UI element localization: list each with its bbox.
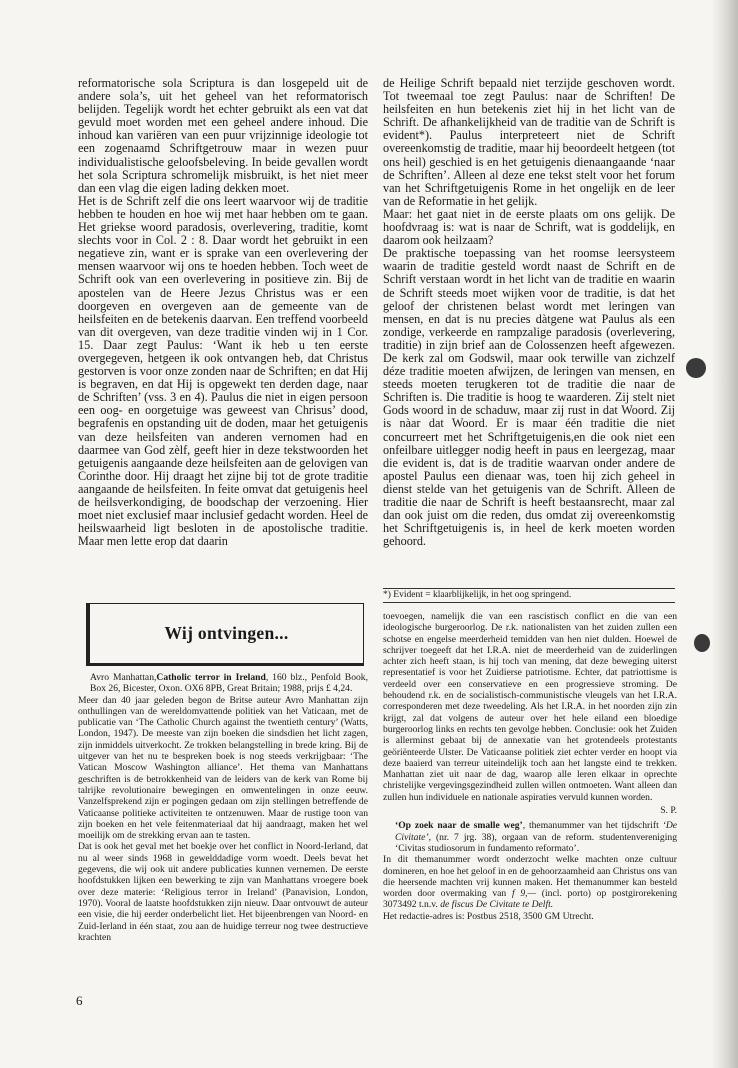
review-signature: S. P. (660, 805, 677, 817)
notice-journal: ‘De Civitate’ (395, 820, 678, 843)
notice-heading: ‘Op zoek naar de smalle weg’, themanummer van het tijdschrift ‘De Civitate’, (nr. 7 jrg. 38), orgaan van de reform. studentenvereniging ‘Civitas studiosorum in fundamento reformato’. (395, 820, 678, 854)
notice-price: f 9,— (511, 888, 537, 900)
review-paragraph: toevoegen, namelijk die van een rascistisch conflict en die van een ideologische burgeroorlog. De r.k. nationalisten van het zuiden zullen een schotse en engelse meerderheid temidden van hen niet dulden. Hoewel de schrijver toegeeft dat het I.R.A. niet de meerderheid van de zuiderlingen achter zich heeft staan, is hij toch van mening, dat deze beweging uiterst representatief is voor het Zuidierse patriotisme. Echter, dat patriottisme is verdeeld over een conservatieve en een progressieve stroming. De behoudend r.k. en de socialistisch-communistische vleugels van het I.R.A. corresponderen met deze tweedeling. Als het I.R.A. in het noorden zijn zin krijgt, zal dat volgens de auteur over het hele eiland een bloedige burgeroorlog links en rechts ten gevolge hebben. Conclusie: ook het Zuiden is allerminst gebaat bij de annexatie van het grotendeels protestants geöriënteerde Ulster. De Vaticaanse politiek ziet echter verder en hoopt via deze baaierd van terreur uiteindelijk toch aan het langste eind te trekken. Manhattan ziet uit naar de dag, waarop alle leren elkaar in oprechte christelijke vergevingsgezindheid zullen willen ontmoeten. Want alleen dan zullen hun individuele en nationale aspiraties vervuld kunnen worden. (383, 611, 677, 803)
review-right-column (383, 611, 677, 922)
notice-title: ‘Op zoek naar de smalle weg’ (395, 820, 523, 832)
notice-body: In dit themanummer wordt onderzocht welke machten onze cultuur domineren, en hoe het geloof in en de gehoorzaamheid aan Christus ons van die heersende machten vrij kunnen maken. Het themanummer kan besteld worden door overmaking van f 9,— (incl. porto) op postgirorekening 3073492 t.n.v. de fiscus De Civitate te Delft. (383, 854, 677, 911)
article-left-column (78, 77, 368, 548)
page-edge-shadow (712, 0, 738, 1068)
page-number: 6 (76, 993, 83, 1008)
section-title: Wij ontvingen... (164, 623, 289, 643)
punch-hole-icon (694, 634, 710, 652)
section-title-box (86, 603, 364, 666)
citation-title: Catholic terror in Ireland (156, 672, 266, 683)
article-paragraph: de Heilige Schrift bepaald niet terzijde geschoven wordt. Tot tweemaal toe zegt Paulus: naar de Schriften! De heilsfeiten en hun betekenis ziet hij in het licht van de Schrift. De afhankelijkheid van de traditie van de Schrift is evident*). Paulus interpreteert niet de Schrift overeenkomstig de traditie, maar hij beoordeelt hetgeen (tot ons heil) geschied is en het getuigenis dienaangaande ‘naar de Schriften’. Alleen al deze ene tekst stelt voor het forum van het Schriftgetuigenis Rome in het ongelijk en de leer van de Reformatie in het gelijk. (383, 76, 675, 208)
book-citation (78, 672, 368, 695)
article-paragraph: Maar: het gaat niet in de eerste plaats om ons gelijk. De hoofdvraag is: wat is naar de Schrift, wat is goddelijk, en daarom ook heilzaam? (383, 206, 675, 248)
article-right-column (383, 77, 675, 548)
review-left-column (78, 672, 368, 943)
article-paragraph: reformatorische sola Scriptura is dan losgepeld uit de andere sola’s, uit het geheel van het reformatorisch belijden. Tegelijk wordt het echter gebruikt als een vat dat gevuld moet worden met een geheel andere inhoud. Die inhoud kan variëren van een puur vrijzinnige ideologie tot een zogenaamd Schriftgetrouw maar in wezen puur individualistische geloofsbeleving. In beide gevallen wordt het sola Scriptura schromelijk misbruikt, is het niet meer dan een vlag die eigen lading dekken moet. (78, 76, 368, 195)
article-paragraph: De praktische toepassing van het roomse leersysteem waarin de traditie gesteld wordt naast de Schrift en de Schrift verstaan wordt in het licht van de traditie en waarin de Schrift steeds moet wijken voor de traditie, is dat het geloof der christenen belast wordt met leringen van mensen, en dat is nu precies dàtgene wat Paulus als een zondige, verkeerde en rampzalige paradosis (overlevering, traditie) in zijn brief aan de Colossenzen heeft afgewezen. De kerk zal om Godswil, maar ook terwille van zichzelf déze traditie moeten afwijzen, de leringen van mensen, en steeds moeten terugkeren tot de traditie die naar de Schriften is. Die traditie is hoog te waarderen. Zij stelt niet Gods woord in de schaduw, maar zij rust in dat Woord. Zij is nàar dat Woord. Er is maar één traditie die niet concurreert met het Schriftgetuigenis,en die ook niet een onfeilbare uitlegger nodig heeft in paus en leergezag, maar die evident is, dat is de traditie waarvan onder andere de apostel Paulus een dienaar was, toen hij zich geheel in dienst stelde van het getuigenis van de Schrift. Alleen de traditie die naar de Schrift is heeft bestaansrecht, maar zal dan ook juist om die reden, dus omdat zij overeenkomstig het Schriftgetuigenis is, in heel de kerk moeten worden gehoord. (383, 246, 675, 549)
review-paragraph: Meer dan 40 jaar geleden begon de Britse auteur Avro Manhattan zijn onthullingen van de wereldomvattende politiek van het Vaticaan, met de publicatie van ‘The Catholic Church against the twentieth century’ (Watts, London, 1947). De meeste van zijn boeken die sindsdien het licht zagen, zijn inmiddels uitverkocht. Ze trokken belangstelling in brede kring. Bij de uitgever van het nu te bespreken boek is nog steeds verkrijgbaar: ‘The Vatican Moscow Washington alliance’. Het thema van Manhattans geschriften is de betrokkenheid van de leiders van de kerk van Rome bij talrijke revolutionaire bewegingen en omwentelingen in onze eeuw. Vanzelfsprekend zijn er pogingen gedaan om zijn stellingen betreffende de Vaticaanse politieke activiteiten te ontzenuwen. Maar de rustige toon van zijn boeken en het vele feitenmateriaal dat hij aandraagt, maken het wel moeilijk om de strekking ervan aan te tasten. (78, 694, 368, 842)
notice-fiscus: de fiscus De Civitate te Delft. (440, 899, 554, 911)
review-paragraph: Dat is ook het geval met het boekje over het conflict in Noord-Ierland, dat nu al weer sinds 1968 in gewelddadige vorm woedt. Deels bevat het gegevens, die wij ook uit andere publicaties kunnen vernemen. De eerste hoofdstukken lijken een bewerking te zijn van Manhattans vroegere boek over deze materie: ‘Religious terror in Ireland’ (Panavision, London, 1970). Vooral de laatste hoofdstukken zijn nieuw. Daar ontvouwt de auteur een visie, die hij eerder onderbelicht liet. Het bijeenbrengen van Noord- en Zuid-Ierland in één staat, zou aan de huidige terreur nog twee destructieve krachten (78, 841, 368, 943)
notice-address: Het redactie-adres is: Postbus 2518, 3500 GM Utrecht. (383, 910, 594, 922)
article-paragraph: Het is de Schrift zelf die ons leert waarvoor wij de traditie hebben te houden en hoe wij met haar hebben om te gaan. Het griekse woord paradosis, overlevering, traditie, komt slechts voor in Col. 2 : 8. Daar wordt het gebruikt in een negatieve zin, want er is sprake van een overlevering der mensen waarvoor wij ons te hoeden hebben. Toch weet de Schrift ook van een overlevering in positieve zin. Bij de apostelen van de Heere Jezus Christus was er een doorgeven en overgeven aan de gemeente van de heilsfeiten en de betekenis daarvan. Een treffend voorbeeld van dit overgeven, van deze traditie vinden wij in 1 Cor. 15. Daar zegt Paulus: ‘Want ik heb u ten eerste overgegeven, hetgeen ik ook ontvangen heb, dat Christus gestorven is voor onze zonden naar de Schriften; en dat Hij is begraven, en dat Hij is opgewekt ten derden dage, naar de Schriften’ (vss. 3 en 4). Paulus die niet in eigen persoon een oog- en oorgetuige was geweest van Chrisus’ dood, begrafenis en opstanding uit de doden, maar het getuigenis van deze heilsfeiten van anderen vernomen had en daarmee van God zèlf, geeft hier in deze tekstwoorden het getuigenis aangaande deze heilsfeiten aan de gelovigen van Corinthe door. Hij draagt het zijne bij tot de grote traditie aangaande de heilsfeiten. In feite omvat dat getuigenis heel de heilsverkondiging, de boodschap der verzoening. Hier moet niet exclusief maar inclusief gedacht worden. Heel de heilswaarheid ligt besloten in de apostolische traditie. Maar men lette erop dat daarin (78, 193, 369, 549)
citation-details: , 160 blz., Penfold Book, Box 26, Bicester, Oxon. OX6 8PB, Great Britain; 1988, prijs £ 4,24. (90, 672, 368, 695)
footnote: *) Evident = klaarblijkelijk, in het oog springend. (383, 588, 675, 603)
citation-author: Avro Manhattan, (90, 672, 157, 683)
punch-hole-icon (686, 358, 706, 378)
